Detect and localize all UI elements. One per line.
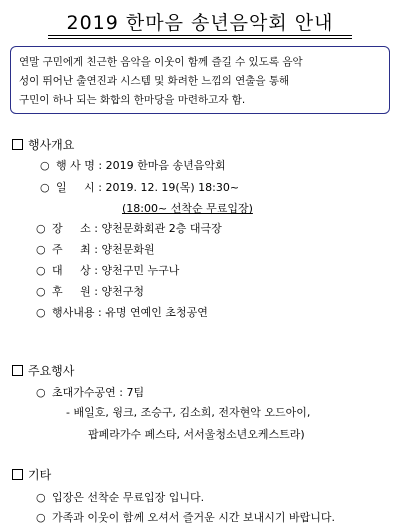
checkbox-square-icon <box>12 469 23 480</box>
intro-line-1: 연말 구민에게 친근한 음악을 이웃이 함께 즐길 수 있도록 음악 <box>19 56 303 68</box>
overview-value: 양천구청 <box>101 285 144 298</box>
etc-item-entry: ○ 입장은 선착순 무료입장 입니다. <box>36 491 205 504</box>
main-events-item: ○ 초대가수공연 : 7팀 <box>36 386 145 399</box>
performers-line-2: 팝페라가수 페스타, 서서울청소년오케스트라) <box>88 428 305 441</box>
overview-value: 양천문화원 <box>101 243 155 256</box>
overview-value: 2019 한마음 송년음악회 <box>105 159 226 172</box>
overview-value: 2019. 12. 19(목) 18:30~ <box>105 181 240 194</box>
circle-bullet-icon: ○ <box>36 306 46 319</box>
circle-bullet-icon: ○ <box>36 243 46 256</box>
circle-bullet-icon: ○ <box>36 264 46 277</box>
overview-label: 일 시 <box>56 181 95 194</box>
overview-item-target: ○ 대 상 : 양천구민 누구나 <box>36 264 180 277</box>
checkbox-square-icon <box>12 365 23 376</box>
overview-item-datetime: ○ 일 시 : 2019. 12. 19(목) 18:30~ <box>40 181 240 194</box>
circle-bullet-icon: ○ <box>36 285 46 298</box>
page-title: 2019 한마음 송년음악회 안내 <box>66 12 334 34</box>
overview-label: 후 원 <box>52 285 91 298</box>
overview-label: 행사내용 <box>52 306 95 319</box>
checkbox-square-icon <box>12 139 23 150</box>
overview-value: 양천문화회관 2층 대극장 <box>101 222 222 235</box>
overview-label: 대 상 <box>52 264 91 277</box>
section-main-events-heading: 주요행사 <box>12 362 74 379</box>
etc-item-family: ○ 가족과 이웃이 함께 오셔서 즐거운 시간 보내시기 바랍니다. <box>36 511 335 524</box>
intro-line-2: 성이 뛰어난 출연진과 시스템 및 화려한 느낌의 연출을 통해 <box>19 75 290 87</box>
overview-value: 유명 연예인 초청공연 <box>105 306 208 319</box>
overview-label: 장 소 <box>52 222 91 235</box>
circle-bullet-icon: ○ <box>40 159 50 172</box>
circle-bullet-icon: ○ <box>36 491 46 504</box>
overview-item-content: ○ 행사내용 : 유명 연예인 초청공연 <box>36 306 208 319</box>
section-overview-heading: 행사개요 <box>12 136 74 153</box>
overview-value: 양천구민 누구나 <box>101 264 180 277</box>
overview-item-sponsor: ○ 후 원 : 양천구청 <box>36 285 144 298</box>
time-note: (18:00~ 선착순 무료입장) <box>122 202 253 215</box>
circle-bullet-icon: ○ <box>36 222 46 235</box>
intro-line-3: 구민이 하나 되는 화합의 한마당을 마련하고자 함. <box>19 94 246 106</box>
section-etc-heading: 기타 <box>12 466 51 483</box>
circle-bullet-icon: ○ <box>36 386 46 399</box>
overview-item-name: ○ 행 사 명 : 2019 한마음 송년음악회 <box>40 159 226 172</box>
circle-bullet-icon: ○ <box>40 181 50 194</box>
intro-box <box>10 46 390 114</box>
overview-item-host: ○ 주 최 : 양천문화원 <box>36 243 155 256</box>
overview-label: 행 사 명 <box>56 159 95 172</box>
circle-bullet-icon: ○ <box>36 511 46 524</box>
overview-label: 주 최 <box>52 243 91 256</box>
title-underline-second <box>48 38 352 39</box>
performers-line-1: - 배일호, 윙크, 조승구, 김소희, 전자현악 오드아이, <box>66 406 311 419</box>
title-underline <box>48 35 352 36</box>
overview-item-venue: ○ 장 소 : 양천문화회관 2층 대극장 <box>36 222 222 235</box>
